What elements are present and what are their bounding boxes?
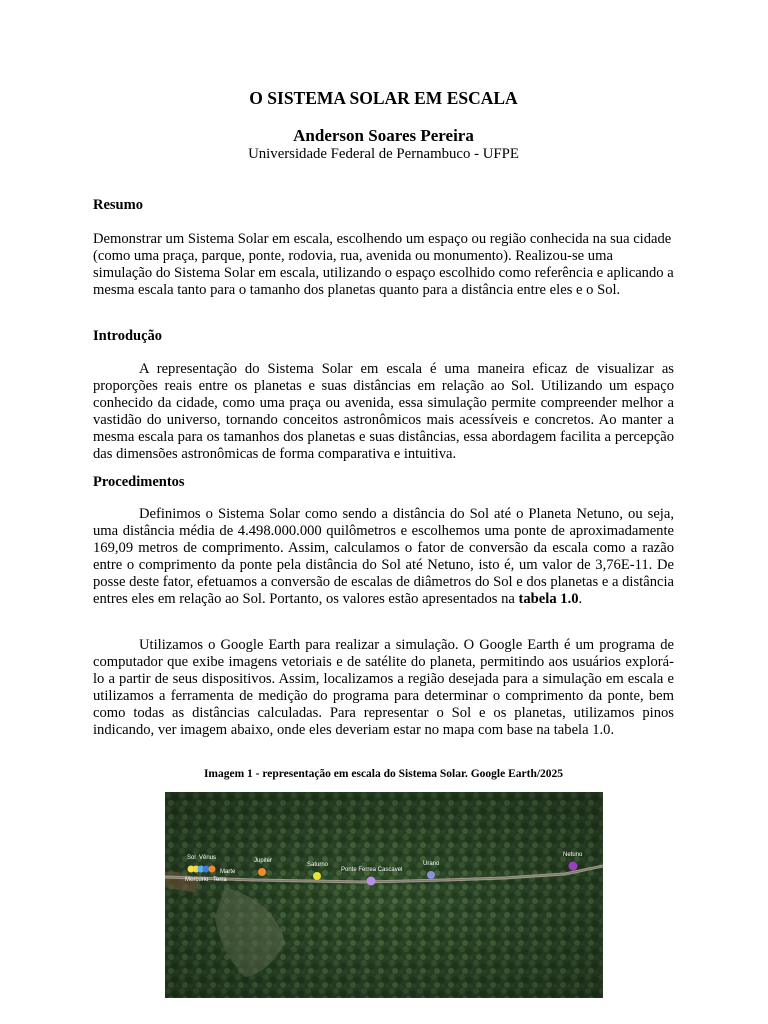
section-heading-introducao: Introdução [93, 328, 163, 344]
procedimentos-p1-text: Definimos o Sistema Solar como sendo a distância do Sol até o Planeta Netuno, ou seja, uma distância média de 4.498.000.000 quilômetros e escolhemos uma ponte de aproximadamente 169,09 metros de comprimento. Assim, calculamos o fator de conversão da escala como a razão entre o comprimento da ponte pela distância do Sol até Netuno, isto é, um valor de 3,76E-11. De posse deste fator, efetuamos a conversão de escalas de diâmetros do Sol e dos planetas e a distância entres eles em relação ao Sol. Portanto, os valores estão apresentados na [93, 506, 674, 607]
pin-netuno-marker [569, 862, 578, 871]
pin-marte-marker [209, 866, 216, 873]
pin-terra-marker [203, 866, 210, 873]
introducao-text: A representação do Sistema Solar em escala é uma maneira eficaz de visualizar as proporções reais entre os planetas e suas distâncias em relação ao Sol. Utilizando um espaço conhecido da cidade, como uma praça ou avenida, essa simulação permite compreender melhor a vastidão do universo, tornando conceitos astronômicos mais acessíveis e concretos. Ao manter a mesma escala para os tamanhos dos planetas e suas distâncias, essa abordagem facilita a percepção das dimensões astronômicas de forma comparativa e intuitiva. [93, 361, 674, 462]
satellite-map-image [165, 792, 603, 998]
pin-terra-label: Terra [213, 877, 227, 883]
pin-saturno-marker [313, 872, 321, 880]
pin-ponte-label: Ponte Ferrea Cascavel [341, 867, 403, 873]
pin-urano-marker [427, 871, 435, 879]
table-reference: tabela 1.0 [518, 591, 579, 607]
pin-mercurio-label: Mercúrio [185, 877, 209, 883]
section-heading-procedimentos: Procedimentos [93, 474, 185, 490]
figure-caption: Imagem 1 - representação em escala do Sistema Solar. Google Earth/2025 [203, 768, 564, 780]
procedimentos-paragraph-2: Utilizamos o Google Earth para realizar a simulação. O Google Earth é um programa de computador que exibe imagens vetoriais e de satélite do planeta, permitindo aos usuários explorá-lo a partir de seus dispositivos. Assim, localizamos a região desejada para a simulação em escala e utilizamos a ferramenta de medição do programa para determinar o comprimento da ponte, bem como todas as distâncias calculadas. Para representar o Sol e os planetas, utilizamos pinos indicando, ver imagem abaixo, onde eles deveriam estar no mapa com base na tabela 1.0. [93, 637, 674, 738]
section-heading-resumo: Resumo [93, 197, 143, 213]
pin-sol-label: Sol [187, 855, 196, 861]
resumo-text: Demonstrar um Sistema Solar em escala, escolhendo um espaço ou região conhecida na sua cidade (como uma praça, parque, ponte, rodovia, rua, avenida ou monumento). Realizou-se uma simulação do Sistema Solar em escala, utilizando o espaço escolhido como referência e aplicando a mesma escala tanto para o tamanho dos planetas quanto para a distância entre eles e o Sol. [93, 231, 674, 298]
pin-urano-label: Urano [423, 861, 440, 867]
pin-jupiter-marker [258, 868, 266, 876]
procedimentos-paragraph-1 [93, 506, 674, 608]
procedimentos-p1-end: . [578, 591, 583, 607]
author-name: Anderson Soares Pereira [293, 126, 474, 145]
pin-netuno-label: Netuno [563, 852, 583, 858]
paper-title: O SISTEMA SOLAR EM ESCALA [249, 88, 518, 108]
author-affiliation: Universidade Federal de Pernambuco - UFPE [248, 146, 519, 162]
pin-venus-label: Vênus [199, 855, 217, 861]
pin-marte-label: Marte [220, 869, 236, 875]
pin-jupiter-label: Jupiter [254, 858, 273, 864]
pin-saturno-label: Saturno [307, 862, 329, 868]
pin-ponte-marker [367, 877, 376, 886]
